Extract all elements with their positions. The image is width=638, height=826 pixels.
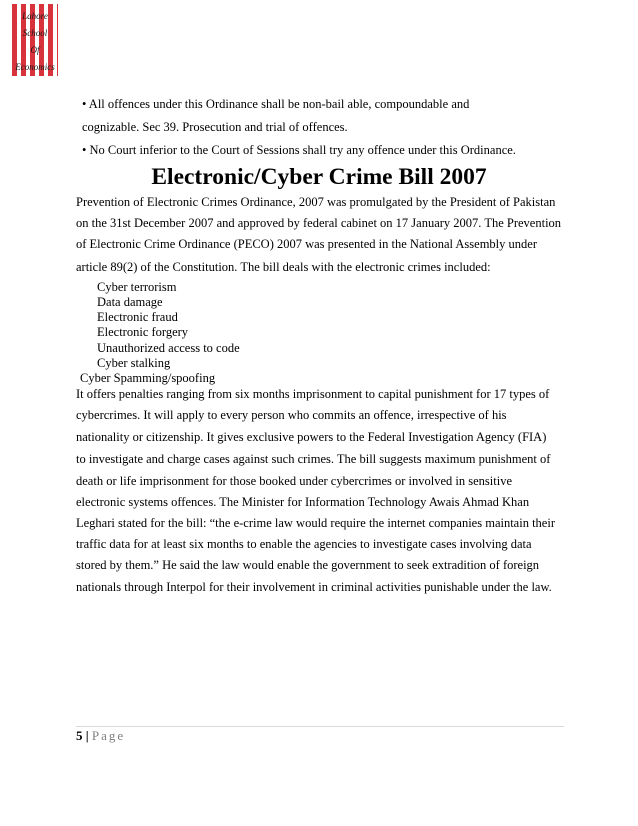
intro-bullet-continuation: cognizable. Sec 39. Prosecution and trial of offences. bbox=[82, 120, 348, 134]
logo-line: Of bbox=[30, 45, 40, 55]
paragraph-line: to investigate and charge cases against such crimes. The bill suggests maximum punishment of bbox=[76, 452, 551, 466]
paragraph-line: death or life imprisonment for those booked under cybercrimes or involved in sensitive bbox=[76, 474, 512, 488]
crime-list-item: Electronic fraud bbox=[97, 310, 178, 324]
page-footer bbox=[76, 728, 125, 744]
paragraph-line: of Electronic Crime Ordinance (PECO) 2007 was presented in the National Assembly under bbox=[76, 237, 537, 251]
crime-list-item: Data damage bbox=[97, 295, 163, 309]
crime-list-item: Cyber Spamming/spoofing bbox=[80, 371, 216, 385]
paragraph-line: Prevention of Electronic Crimes Ordinance, 2007 was promulgated by the President of Pakistan bbox=[76, 195, 556, 209]
logo-text bbox=[12, 8, 58, 76]
paragraph-line: stored by them.” He said the law would enable the government to seek extradition of foreign bbox=[76, 558, 540, 572]
page-number: 5 bbox=[76, 728, 83, 743]
paragraph-line: nationals through Interpol for their involvement in criminal activities punishable under the law. bbox=[76, 580, 552, 594]
page-label: Page bbox=[91, 728, 126, 743]
paragraph-line: article 89(2) of the Constitution. The bill deals with the electronic crimes included: bbox=[76, 260, 491, 274]
logo-line: Lahore bbox=[22, 11, 48, 21]
section-title: Electronic/Cyber Crime Bill 2007 bbox=[151, 164, 487, 190]
paragraph-line: electronic systems offences. The Minister for Information Technology Awais Ahmad Khan bbox=[76, 495, 530, 509]
paragraph-line: It offers penalties ranging from six months imprisonment to capital punishment for 17 types of bbox=[76, 387, 550, 401]
logo-line: Economics bbox=[15, 62, 55, 72]
intro-bullet: • No Court inferior to the Court of Sessions shall try any offence under this Ordinance. bbox=[82, 143, 516, 157]
footer-separator: | bbox=[85, 728, 89, 743]
paragraph-line: cybercrimes. It will apply to every person who commits an offence, irrespective of his bbox=[76, 408, 507, 422]
crime-list-item: Cyber terrorism bbox=[97, 280, 177, 294]
crime-list-item: Unauthorized access to code bbox=[97, 341, 240, 355]
school-logo bbox=[12, 4, 58, 76]
paragraph-line: traffic data for at least six months to enable the agencies to investigate cases involving data bbox=[76, 537, 532, 551]
intro-bullet: • All offences under this Ordinance shall be non-bail able, compoundable and bbox=[82, 97, 470, 111]
paragraph-line: Leghari stated for the bill: “the e-crime law would require the internet companies maintain their bbox=[76, 516, 555, 530]
crime-list-item: Electronic forgery bbox=[97, 325, 189, 339]
paragraph-line: on the 31st December 2007 and approved by federal cabinet on 17 January 2007. The Prevention bbox=[76, 216, 562, 230]
logo-line: School bbox=[22, 28, 48, 38]
crime-list-item: Cyber stalking bbox=[97, 356, 171, 370]
footer-divider bbox=[76, 726, 564, 727]
paragraph-line: nationality or citizenship. It gives exclusive powers to the Federal Investigation Agency (FIA) bbox=[76, 430, 547, 444]
